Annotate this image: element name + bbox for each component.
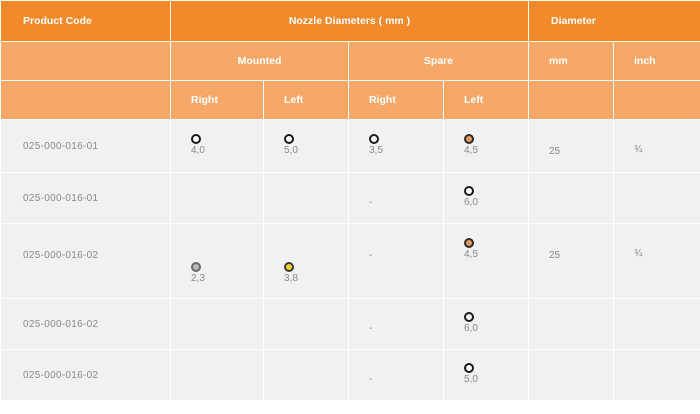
nozzle-value: 4,5 [464, 249, 478, 260]
diameter-inch-cell [614, 173, 700, 224]
diameter-inch-cell [614, 350, 700, 401]
header-product-code: Product Code [1, 1, 171, 42]
spare-left-cell [444, 120, 529, 173]
product-code: 025-000-016-02 [1, 224, 171, 299]
nozzle-value: 6,0 [464, 323, 478, 334]
header-empty-3 [529, 81, 614, 120]
header-mounted: Mounted [171, 42, 349, 81]
empty-dash: - [369, 197, 373, 208]
header-row-3 [1, 81, 700, 120]
spare-right-cell [349, 299, 444, 350]
mounted-right-cell [171, 120, 264, 173]
header-spare-right: Right [349, 81, 444, 120]
spare-right-cell [349, 350, 444, 401]
header-mounted-left: Left [264, 81, 349, 120]
header-spare-left: Left [444, 81, 529, 120]
mounted-right-cell [171, 299, 264, 350]
nozzle-orange-icon [464, 134, 474, 144]
spare-left-cell [444, 350, 529, 401]
nozzle-black-icon [464, 186, 474, 196]
table-row [1, 224, 700, 299]
nozzle-value: 5,0 [284, 145, 298, 156]
nozzle-orange-icon [464, 238, 474, 248]
empty-dash: - [369, 323, 373, 334]
diameter-mm-cell [529, 173, 614, 224]
spare-right-cell [349, 120, 444, 173]
diameter-mm-cell: 25 [529, 224, 614, 299]
mounted-left-cell [264, 224, 349, 299]
diameter-mm-cell: 25 [529, 120, 614, 173]
nozzle-gray-icon [191, 262, 201, 272]
product-code: 025-000-016-01 [1, 120, 171, 173]
spare-left-cell [444, 224, 529, 299]
header-row-1 [1, 1, 700, 42]
mounted-left-cell [264, 350, 349, 401]
nozzle-black-icon [369, 134, 379, 144]
mounted-left-cell [264, 120, 349, 173]
nozzle-value: 5,0 [464, 374, 478, 385]
nozzle-black-icon [191, 134, 201, 144]
mounted-left-cell [264, 299, 349, 350]
mounted-right-cell [171, 224, 264, 299]
header-row-2 [1, 42, 700, 81]
spare-right-cell [349, 173, 444, 224]
mounted-right-cell [171, 350, 264, 401]
mounted-right-cell [171, 173, 264, 224]
nozzle-yellow-icon [284, 262, 294, 272]
nozzle-value: 6,0 [464, 197, 478, 208]
header-mounted-right: Right [171, 81, 264, 120]
table-row [1, 173, 700, 224]
product-code: 025-000-016-02 [1, 299, 171, 350]
header-empty-4 [614, 81, 700, 120]
spare-left-cell [444, 173, 529, 224]
product-code: 025-000-016-02 [1, 350, 171, 401]
empty-dash: - [369, 250, 373, 261]
nozzle-value: 2,3 [191, 273, 205, 284]
empty-dash: - [369, 374, 373, 385]
header-empty-2 [1, 81, 171, 120]
nozzle-black-icon [284, 134, 294, 144]
header-spare: Spare [349, 42, 529, 81]
spare-right-cell [349, 224, 444, 299]
nozzle-value: 3,5 [369, 145, 383, 156]
diameter-mm-cell [529, 299, 614, 350]
table-row [1, 299, 700, 350]
product-code: 025-000-016-01 [1, 173, 171, 224]
diameter-mm-cell [529, 350, 614, 401]
nozzle-black-icon [464, 363, 474, 373]
header-mm: mm [529, 42, 614, 81]
table-row [1, 120, 700, 173]
spare-left-cell [444, 299, 529, 350]
mounted-left-cell [264, 173, 349, 224]
nozzle-value: 4,0 [191, 145, 205, 156]
nozzle-black-icon [464, 312, 474, 322]
diameter-inch-cell: ¾ [614, 224, 700, 299]
header-inch: inch [614, 42, 700, 81]
diameter-inch-cell [614, 299, 700, 350]
header-empty-1 [1, 42, 171, 81]
nozzle-value: 3,8 [284, 273, 298, 284]
nozzle-value: 4,5 [464, 145, 478, 156]
table-row [1, 350, 700, 401]
header-diameter: Diameter [529, 1, 700, 42]
diameter-inch-cell: ¾ [614, 120, 700, 173]
header-nozzle-diameters: Nozzle Diameters ( mm ) [171, 1, 529, 42]
